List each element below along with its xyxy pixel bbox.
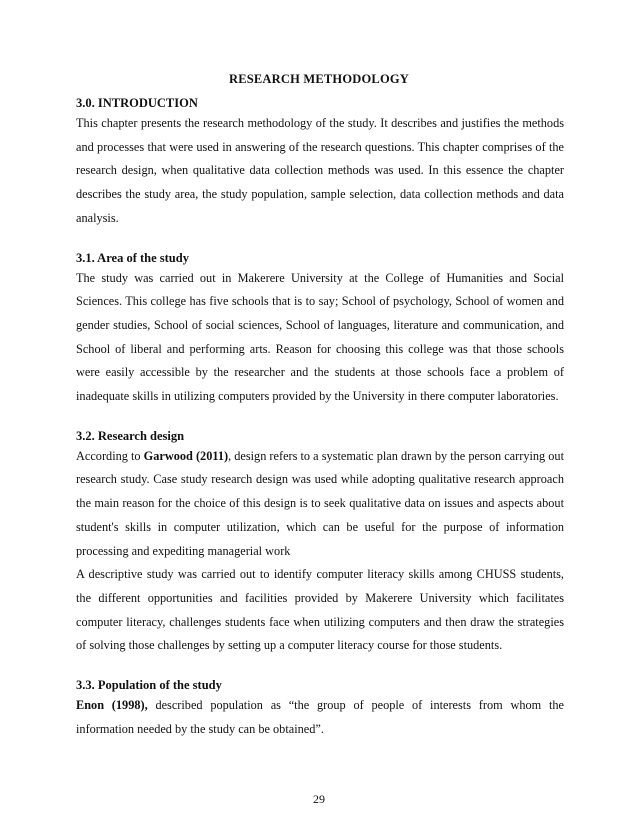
document-body [76, 94, 564, 741]
section-heading-introduction: 3.0. INTRODUCTION [76, 96, 198, 110]
section-heading-population: 3.3. Population of the study [76, 678, 222, 693]
section-paragraph-area: The study was carried out in Makerere University at the College of Humanities and Social Sciences. This college has five schools that is to say; School of psychology, School of women and gender studies, School of social sciences, School of languages, literature and communication, and School of liberal and performing arts. Reason for choosing this college was that those schools were easily accessible by the researcher and the students at those schools face a problem of inadequate skills in utilizing computers provided by the University in there computer laboratories. [76, 270, 564, 404]
paragraph-body-text: , design refers to a systematic plan drawn by the person carrying out research study. Case study research design was used while adopting qualitative research approach the main reason for the choice of this design is to seek qualitative data on issues and aspects about student's skills in computer utilization, which can be useful for the purpose of information processing and expediting managerial work [76, 448, 564, 558]
section-heading-research-design: 3.2. Research design [76, 428, 185, 443]
section-paragraph-research-design-2: A descriptive study was carried out to identify computer literacy skills among CHUSS students, the different opportunities and facilities provided by Makerere University which facilitates computer literacy, challenges students face when utilizing computers and then draw the strategies of solving those challenges by setting up a computer literacy course for those students. [76, 567, 564, 653]
citation-author-enon: Enon (1998), [76, 698, 148, 713]
section-paragraph-research-design-1 [76, 445, 564, 564]
section-heading-area: 3.1. Area of the study [76, 250, 189, 265]
section-paragraph-introduction: This chapter presents the research methodology of the study. It describes and justifies the methods and processes that were used in answering of the research questions. This chapter comprises of the research design, when qualitative data collection methods was used. In this essence the chapter describes the study area, the study population, sample selection, data collection methods and data analysis. [76, 116, 564, 225]
paragraph-body-text: described population as “the group of people of interests from whom the information needed by the study can be obtained”. [76, 698, 564, 736]
page-number: 29 [313, 792, 325, 806]
section-paragraph-population [76, 694, 564, 741]
page-title: RESEARCH METHODOLOGY [228, 72, 410, 86]
paragraph-lead-text: According to [76, 448, 144, 463]
citation-author-garwood: Garwood (2011) [143, 448, 229, 463]
